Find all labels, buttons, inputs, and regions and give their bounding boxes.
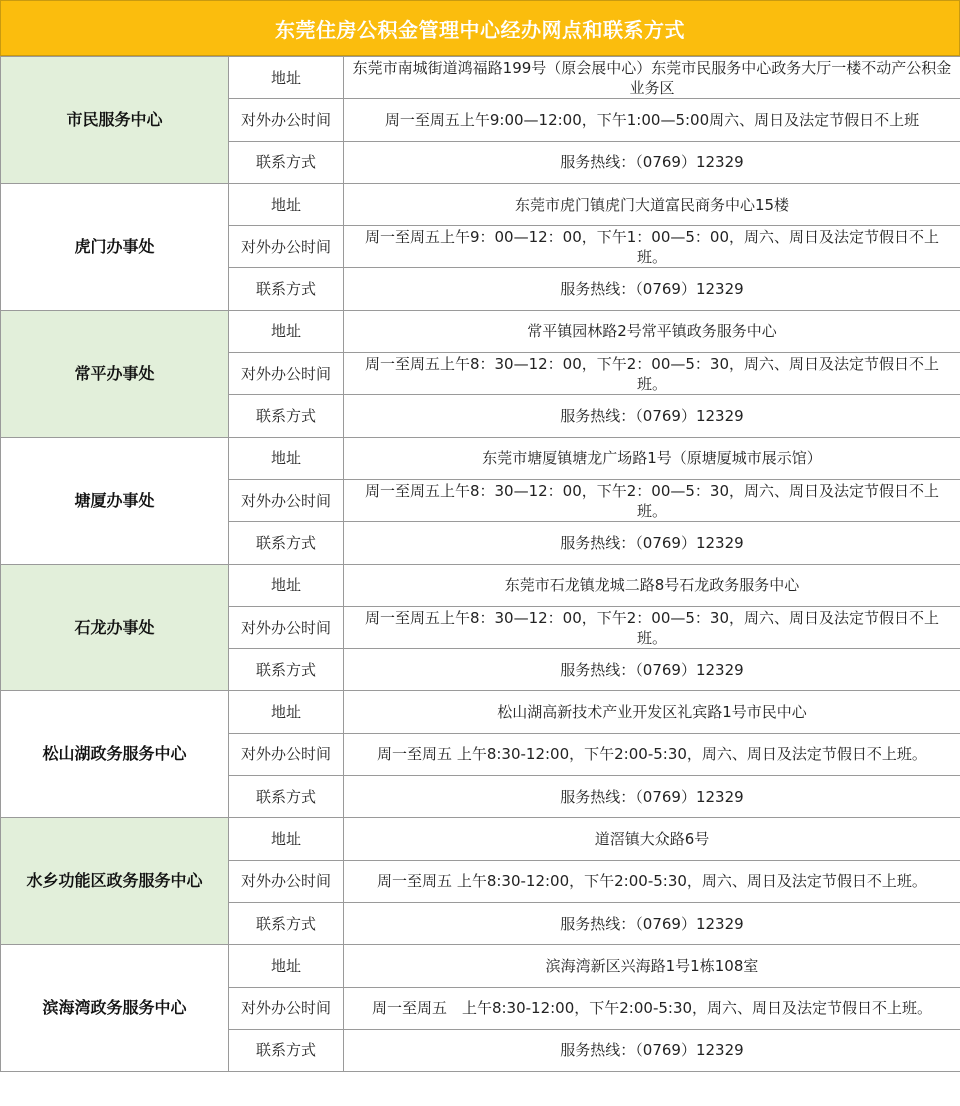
contact-label: 联系方式 <box>229 395 344 437</box>
hours-label: 对外办公时间 <box>229 226 344 268</box>
hours-value: 周一至周五 上午8:30-12:00，下午2:00-5:30，周六、周日及法定节假日不上班。 <box>344 733 960 775</box>
hours-label: 对外办公时间 <box>229 606 344 648</box>
address-value: 常平镇园林路2号常平镇政务服务中心 <box>344 310 960 352</box>
contact-label: 联系方式 <box>229 522 344 564</box>
address-value: 东莞市塘厦镇塘龙广场路1号（原塘厦城市展示馆） <box>344 437 960 479</box>
hours-value: 周一至周五上午9：00—12：00，下午1：00—5：00，周六、周日及法定节假日不上班。 <box>344 226 960 268</box>
hours-label: 对外办公时间 <box>229 860 344 902</box>
table-row <box>1 310 960 352</box>
address-label: 地址 <box>229 310 344 352</box>
address-value: 东莞市南城街道鸿福路199号（原会展中心）东莞市民服务中心政务大厅一楼不动产公积金业务区 <box>344 57 960 99</box>
office-name: 石龙办事处 <box>1 564 229 691</box>
table-row <box>1 818 960 860</box>
address-label: 地址 <box>229 818 344 860</box>
office-name: 水乡功能区政务服务中心 <box>1 818 229 945</box>
hours-label: 对外办公时间 <box>229 733 344 775</box>
contact-label: 联系方式 <box>229 902 344 944</box>
table-row <box>1 57 960 99</box>
address-label: 地址 <box>229 437 344 479</box>
table-row <box>1 945 960 987</box>
address-value: 东莞市虎门镇虎门大道富民商务中心15楼 <box>344 183 960 225</box>
hours-value: 周一至周五上午8：30—12：00，下午2：00—5：30，周六、周日及法定节假日不上班。 <box>344 479 960 521</box>
hours-value: 周一至周五 上午8:30-12:00，下午2:00-5:30，周六、周日及法定节假日不上班。 <box>344 860 960 902</box>
contact-label: 联系方式 <box>229 268 344 310</box>
contact-value: 服务热线：（0769）12329 <box>344 522 960 564</box>
hours-value: 周一至周五上午9:00—12:00，下午1:00—5:00周六、周日及法定节假日不上班 <box>344 99 960 141</box>
address-label: 地址 <box>229 691 344 733</box>
contact-value: 服务热线：（0769）12329 <box>344 649 960 691</box>
hours-value: 周一至周五 上午8:30-12:00，下午2:00-5:30，周六、周日及法定节假日不上班。 <box>344 987 960 1029</box>
hours-value: 周一至周五上午8：30—12：00，下午2：00—5：30，周六、周日及法定节假日不上班。 <box>344 606 960 648</box>
contact-value: 服务热线：（0769）12329 <box>344 1029 960 1071</box>
address-value: 滨海湾新区兴海路1号1栋108室 <box>344 945 960 987</box>
address-value: 松山湖高新技术产业开发区礼宾路1号市民中心 <box>344 691 960 733</box>
contact-label: 联系方式 <box>229 141 344 183</box>
address-value: 东莞市石龙镇龙城二路8号石龙政务服务中心 <box>344 564 960 606</box>
table-row <box>1 183 960 225</box>
offices-table <box>0 56 960 1072</box>
contact-value: 服务热线：（0769）12329 <box>344 141 960 183</box>
address-label: 地址 <box>229 183 344 225</box>
contact-value: 服务热线：（0769）12329 <box>344 395 960 437</box>
hours-label: 对外办公时间 <box>229 987 344 1029</box>
contact-value: 服务热线：（0769）12329 <box>344 902 960 944</box>
office-name: 松山湖政务服务中心 <box>1 691 229 818</box>
table-row <box>1 691 960 733</box>
hours-label: 对外办公时间 <box>229 99 344 141</box>
hours-label: 对外办公时间 <box>229 353 344 395</box>
table-row <box>1 437 960 479</box>
address-label: 地址 <box>229 564 344 606</box>
contact-value: 服务热线：（0769）12329 <box>344 268 960 310</box>
office-name: 市民服务中心 <box>1 57 229 184</box>
hours-value: 周一至周五上午8：30—12：00，下午2：00—5：30，周六、周日及法定节假日不上班。 <box>344 353 960 395</box>
office-name: 常平办事处 <box>1 310 229 437</box>
office-name: 塘厦办事处 <box>1 437 229 564</box>
contact-label: 联系方式 <box>229 1029 344 1071</box>
office-name: 滨海湾政务服务中心 <box>1 945 229 1072</box>
address-label: 地址 <box>229 57 344 99</box>
contact-value: 服务热线：（0769）12329 <box>344 776 960 818</box>
contact-label: 联系方式 <box>229 649 344 691</box>
office-name: 虎门办事处 <box>1 183 229 310</box>
address-value: 道滘镇大众路6号 <box>344 818 960 860</box>
hours-label: 对外办公时间 <box>229 479 344 521</box>
table-row <box>1 564 960 606</box>
contact-label: 联系方式 <box>229 776 344 818</box>
page-title: 东莞住房公积金管理中心经办网点和联系方式 <box>0 0 960 56</box>
address-label: 地址 <box>229 945 344 987</box>
